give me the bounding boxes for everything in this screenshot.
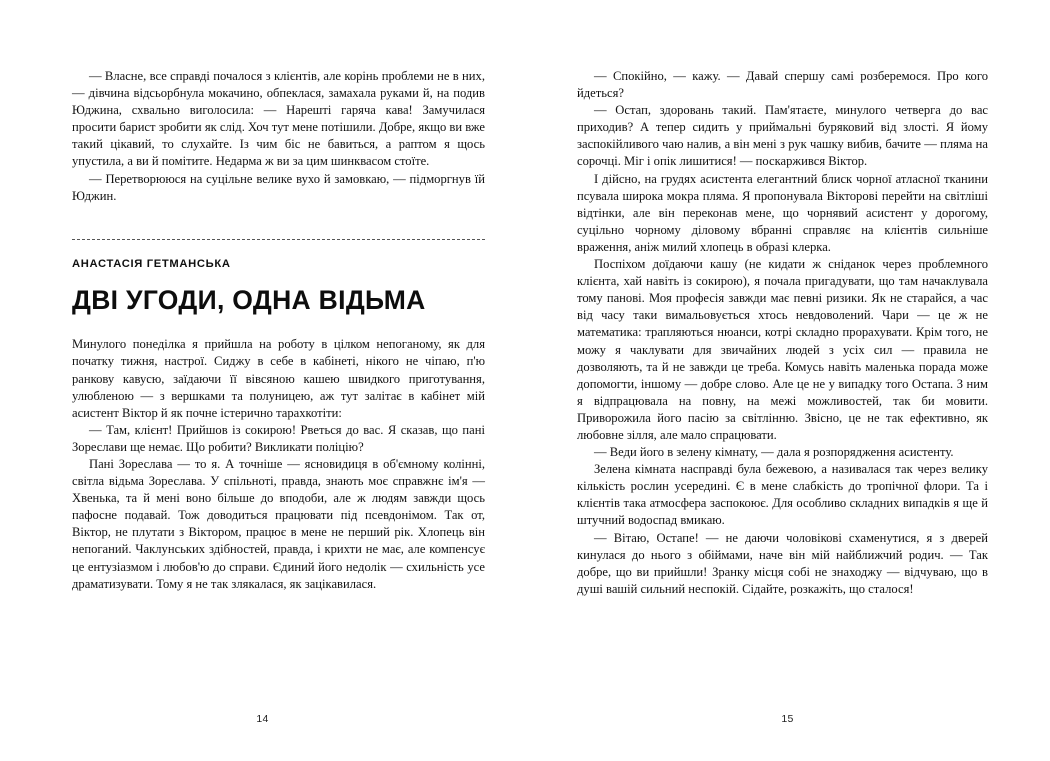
paragraph: — Власне, все справді почалося з клієнтів, але корінь проблеми не в них, — дівчина відсьорбнула мокачино, обпеклася, замахала руками й, на подив Юджина, схвально виголосила: — Нарешті гаряча кава! Замучилася просити барист зробити як слід. Хоч тут мене потішили. Добре, якщо ви вже такий цікавий, то слухайте. Із чим біс не бавиться, а раптом я щось упустила, а ви й помітите. Недарма ж ви за цим шинквасом стоїте. bbox=[72, 69, 485, 169]
page-right-column bbox=[577, 68, 988, 598]
story-title: ДВІ УГОДИ, ОДНА ВІДЬМА bbox=[72, 284, 426, 315]
paragraph: — Там, клієнт! Прийшов із сокирою! Рветься до вас. Я сказав, що пані Зореслави ще немає. Що робити? Викликати поліцію? bbox=[72, 422, 485, 454]
page-number-left: 14 bbox=[256, 713, 269, 725]
paragraph: Пані Зореслава — то я. А точніше — ясновидиця в об'ємному колінні, світла відьма Зореслава. У спільноті, правда, знають моє справжнє ім'я — Хвенька, та й мені воно більше до вподоби, але ж людям завжди щось пафосне подавай. Тож доводиться працювати під псевдонімом. Так от, Віктор, не плутати з Віктором, працює в мене не перший рік. Хлопець він непоганий. Чаклунських здібностей, правда, і крихти не має, але компенсує це ентузіазмом і любов'ю до справи. Єдиний його недолік — схильність усе драматизувати. Тому я не так злякалася, як зацікавилася. bbox=[72, 457, 485, 591]
paragraph: — Спокійно, — кажу. — Давай спершу самі розберемося. Про кого йдеться? bbox=[577, 69, 988, 101]
paragraph: — Веди його в зелену кімнату, — дала я розпорядження асистенту. bbox=[594, 445, 954, 460]
story-author: АНАСТАСІЯ ГЕТМАНСЬКА bbox=[72, 257, 231, 270]
paragraph: Поспіхом доїдаючи кашу (не кидати ж сніданок через проблемного клієнта, хай навіть із сокирою), я почала пригадувати, що там начаклувала тому панові. Моя професія завжди має певні ризики. Як не старайся, а час від часу таки вимальовується хтось невдоволений. Чари — це ж не математика: трапляються нюанси, котрі складно прорахувати. Крім того, не можу я чаклувати для звичайних людей з усіх сил — правила не дозволяють, та й не завжди це треба. Комусь навіть маленька порада може допомогти, іншому — добре слово. Але це не у випадку того Остапа. З ним я відпрацювала на повну, на межі можливостей, так би мовити. Приворожила його пасію за світлінню. Звісно, це не так ефективно, як любовне зілля, але мало спрацювати. bbox=[577, 257, 988, 442]
paragraph: Минулого понеділка я прийшла на роботу в цілком непоганому, як для початку тижня, настрої. Сиджу в себе в кабінеті, нікого не чіпаю, п'ю ранкову кавусю, заїдаючи її вівсяною кашею швидкого приготування, улюбленою — з вершками та полуницею, аж тут залітає в кабінет мій асистент Віктор й як почне істерично тараxкотіти: bbox=[72, 337, 485, 420]
page-left-column bbox=[72, 68, 485, 593]
page-right bbox=[525, 0, 1050, 761]
paragraph: Зелена кімната насправді була бежевою, а називалася так через велику кількість рослин усередині. Є в мене слабкість до тропічної флори. Та і клієнтів така атмосфера заспокоює. Для особливо складних випадків я ще й штучний водоспад вмикаю. bbox=[577, 462, 988, 528]
paragraph: — Перетворююся на суцільне велике вухо й замовкаю, — підморгнув їй Юджин. bbox=[72, 171, 485, 203]
story-header bbox=[72, 239, 485, 315]
paragraph: — Остап, здоровань такий. Пам'ятаєте, минулого четверга до вас приходив? А тепер сидить у приймальні буряковий від злості. Я йому заспокійливого чаю налив, а він мені з рук чашку вибив, бачите — пляма на сорочці. Міг і опік лишитися! — поскаржився Віктор. bbox=[577, 103, 988, 169]
paragraph: І дійсно, на грудях асистента елегантний блиск чорної атласної тканини псувала широка мокра пляма. Я пропонувала Вікторові перейти на світліші відтінки, але він переконав мене, що чорнявий асистент у дорогому, суцільно чорному діловому вбранні справляє на клієнтів сильніше враження, аніж милий хлопець в образі клерка. bbox=[577, 171, 988, 254]
page-number-right: 15 bbox=[781, 713, 794, 725]
paragraph: — Вітаю, Остапе! — не даючи чоловікові схаменутися, я з дверей кинулася до нього з обіймами, наче він мій найближчий родич. — Так добре, що ви прийшли! Зранку місця собі не знаходжу — відчуваю, що в душі вашій сильний неспокій. Сідайте, розкажіть, що сталося! bbox=[577, 530, 988, 596]
